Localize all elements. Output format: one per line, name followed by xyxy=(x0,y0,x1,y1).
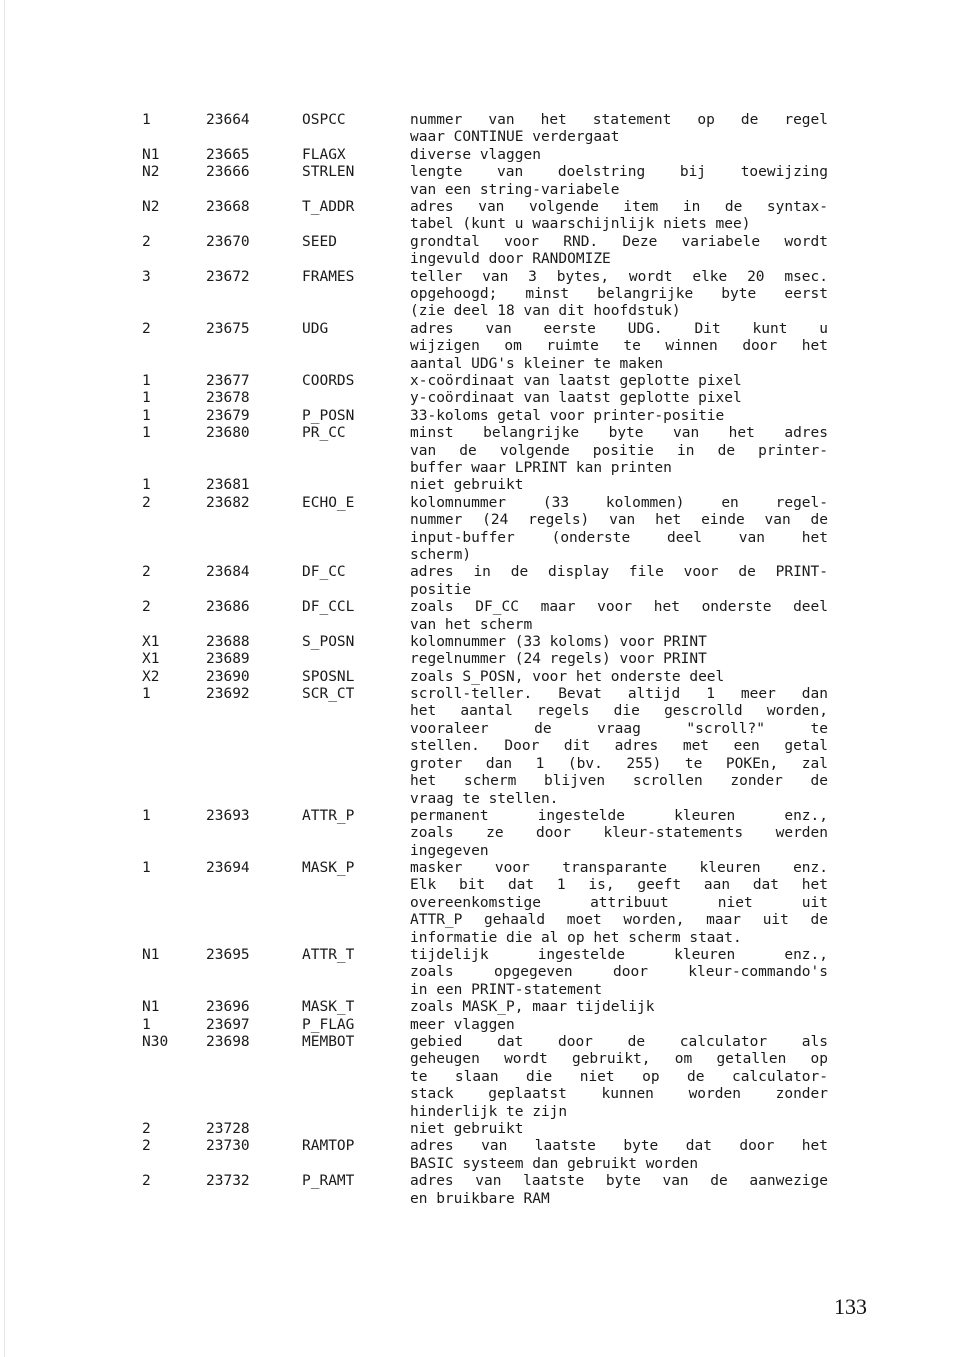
variable-length: N2 xyxy=(142,198,160,215)
variable-address: 23698 xyxy=(206,1034,250,1051)
variable-description xyxy=(410,495,828,565)
variable-name: OSPCC xyxy=(302,112,346,128)
description-line: permanent ingestelde kleuren enz., xyxy=(410,807,828,824)
description-line: adres van laatste byte dat door het xyxy=(410,1138,828,1155)
variable-length: 2 xyxy=(142,233,151,250)
variable-address: 23666 xyxy=(206,164,250,181)
variable-address: 23680 xyxy=(206,425,250,442)
variable-address: 23695 xyxy=(206,947,250,964)
description-line: teller van 3 bytes, wordt elke 20 msec. xyxy=(410,268,828,285)
variable-address: 23697 xyxy=(206,1016,250,1033)
variable-name: ATTR_P xyxy=(302,807,355,824)
description-line: stellen. Door dit adres met een getal xyxy=(410,738,828,755)
table-row xyxy=(0,373,970,390)
description-line: adres van eerste UDG. Dit kunt u xyxy=(410,320,828,337)
variable-description xyxy=(410,112,828,147)
description-line: masker voor transparante kleuren enz. xyxy=(410,860,828,877)
variable-name: MASK_P xyxy=(302,860,355,877)
variable-length: 1 xyxy=(142,112,151,128)
variable-length: X1 xyxy=(142,651,160,668)
variable-address: 23692 xyxy=(206,686,250,703)
table-row xyxy=(0,234,970,269)
table-row xyxy=(0,1121,970,1138)
variable-name: T_ADDR xyxy=(302,198,355,215)
variable-description xyxy=(410,999,828,1016)
variable-name: P_POSN xyxy=(302,407,355,424)
table-row xyxy=(0,147,970,164)
variable-name: S_POSN xyxy=(302,633,355,650)
table-row xyxy=(0,1138,970,1173)
variable-length: 2 xyxy=(142,564,151,581)
variable-length: 2 xyxy=(142,320,151,337)
description-line: nummer van het statement op de regel xyxy=(410,112,828,128)
variable-length: X1 xyxy=(142,633,160,650)
variable-description xyxy=(410,321,828,373)
table-row xyxy=(0,269,970,321)
variable-description xyxy=(410,147,828,164)
variable-description xyxy=(410,1034,828,1121)
description-line: informatie die al op het scherm staat. xyxy=(410,929,742,946)
description-line: nummer (24 regels) van het einde van de xyxy=(410,512,828,529)
description-line: kolomnummer (33 kolommen) en regel- xyxy=(410,494,828,511)
variable-length: 1 xyxy=(142,477,151,494)
variable-description xyxy=(410,860,828,947)
description-line: waar CONTINUE verdergaat xyxy=(410,129,620,146)
description-line: geheugen wordt gebruikt, om getallen op xyxy=(410,1051,828,1068)
table-row xyxy=(0,999,970,1016)
variable-description xyxy=(410,599,828,634)
description-line: ingegeven xyxy=(410,842,489,859)
variable-length: 2 xyxy=(142,494,151,511)
variable-name: FRAMES xyxy=(302,268,355,285)
variable-address: 23732 xyxy=(206,1173,250,1190)
variable-length: 1 xyxy=(142,1016,151,1033)
variable-address: 23686 xyxy=(206,599,250,616)
description-line: buffer waar LPRINT kan printen xyxy=(410,459,672,476)
description-line: ATTR_P gehaald moet worden, maar uit de xyxy=(410,912,828,929)
description-line: aantal UDG's kleiner te maken xyxy=(410,355,664,372)
variable-name: SEED xyxy=(302,233,337,250)
description-line: BASIC systeem dan gebruikt worden xyxy=(410,1155,699,1172)
table-row xyxy=(0,634,970,651)
description-line: overeenkomstige attribuut niet uit xyxy=(410,894,828,911)
variable-length: N30 xyxy=(142,1034,169,1051)
system-variables-table xyxy=(0,112,970,1208)
variable-description xyxy=(410,1173,828,1208)
variable-description xyxy=(410,947,828,999)
description-line: adres van laatste byte van de aanwezige xyxy=(410,1173,828,1190)
variable-address: 23690 xyxy=(206,668,250,685)
variable-name: ATTR_T xyxy=(302,947,355,964)
table-row xyxy=(0,1034,970,1121)
description-line: niet gebruikt xyxy=(410,477,524,494)
variable-length: X2 xyxy=(142,668,160,685)
description-line: adres van volgende item in de syntax- xyxy=(410,198,828,215)
table-row xyxy=(0,495,970,565)
description-line: minst belangrijke byte van het adres xyxy=(410,425,828,442)
variable-description xyxy=(410,686,828,808)
variable-address: 23681 xyxy=(206,477,250,494)
description-line: stack geplaatst kunnen worden zonder xyxy=(410,1086,828,1103)
variable-name: DF_CC xyxy=(302,564,346,581)
variable-description xyxy=(410,269,828,321)
variable-length: N1 xyxy=(142,947,160,964)
table-row xyxy=(0,408,970,425)
description-line: vooraleer de vraag "scroll?" te xyxy=(410,720,828,737)
table-row xyxy=(0,564,970,599)
variable-length: N1 xyxy=(142,146,160,163)
description-line: scroll-teller. Bevat altijd 1 meer dan xyxy=(410,686,828,703)
description-line: van het scherm xyxy=(410,616,533,633)
table-row xyxy=(0,199,970,234)
variable-address: 23688 xyxy=(206,633,250,650)
variable-length: 1 xyxy=(142,425,151,442)
table-row xyxy=(0,686,970,808)
variable-address: 23679 xyxy=(206,407,250,424)
description-line: scherm) xyxy=(410,546,472,563)
variable-length: 1 xyxy=(142,807,151,824)
variable-name: P_RAMT xyxy=(302,1173,355,1190)
variable-address: 23670 xyxy=(206,233,250,250)
description-line: opgehoogd; minst belangrijke byte eerst xyxy=(410,285,828,302)
variable-address: 23675 xyxy=(206,320,250,337)
variable-name: SCR_CT xyxy=(302,686,355,703)
variable-length: 2 xyxy=(142,1121,151,1138)
description-line: y-coördinaat van laatst geplotte pixel xyxy=(410,390,742,407)
description-line: vraag te stellen. xyxy=(410,790,559,807)
variable-length: 1 xyxy=(142,390,151,407)
variable-address: 23694 xyxy=(206,860,250,877)
description-line: kolomnummer (33 koloms) voor PRINT xyxy=(410,633,707,650)
description-line: tijdelijk ingestelde kleuren enz., xyxy=(410,947,828,964)
variable-description xyxy=(410,808,828,860)
table-row xyxy=(0,477,970,494)
variable-name: P_FLAG xyxy=(302,1016,355,1033)
description-line: Elk bit dat 1 is, geeft aan dat het xyxy=(410,877,828,894)
variable-address: 23682 xyxy=(206,494,250,511)
variable-address: 23728 xyxy=(206,1121,250,1138)
variable-name: DF_CCL xyxy=(302,599,355,616)
description-line: adres in de display file voor de PRINT- xyxy=(410,564,828,581)
variable-name: RAMTOP xyxy=(302,1138,355,1155)
description-line: en bruikbare RAM xyxy=(410,1190,550,1207)
table-row xyxy=(0,1173,970,1208)
table-row xyxy=(0,321,970,373)
table-row xyxy=(0,599,970,634)
description-line: zoals opgegeven door kleur-commando's xyxy=(410,964,828,981)
variable-length: 3 xyxy=(142,268,151,285)
variable-length: N1 xyxy=(142,999,160,1016)
variable-address: 23696 xyxy=(206,999,250,1016)
description-line: regelnummer (24 regels) voor PRINT xyxy=(410,651,707,668)
variable-address: 23689 xyxy=(206,651,250,668)
variable-name: MEMBOT xyxy=(302,1034,355,1051)
variable-name: FLAGX xyxy=(302,146,346,163)
description-line: van de volgende positie in de printer- xyxy=(410,442,828,459)
variable-address: 23684 xyxy=(206,564,250,581)
variable-address: 23672 xyxy=(206,268,250,285)
variable-description xyxy=(410,477,828,494)
description-line: van een string-variabele xyxy=(410,181,620,198)
description-line: 33-koloms getal voor printer-positie xyxy=(410,407,725,424)
variable-description xyxy=(410,1121,828,1138)
description-line: tabel (kunt u waarschijnlijk niets mee) xyxy=(410,216,751,233)
description-line: wijzigen om ruimte te winnen door het xyxy=(410,338,828,355)
variable-description xyxy=(410,564,828,599)
page-number: 133 xyxy=(834,1294,867,1319)
variable-name: PR_CC xyxy=(302,425,346,442)
description-line: zoals MASK_P, maar tijdelijk xyxy=(410,999,655,1016)
variable-description xyxy=(410,669,828,686)
table-row xyxy=(0,390,970,407)
variable-address: 23664 xyxy=(206,112,250,128)
table-row xyxy=(0,164,970,199)
variable-length: 1 xyxy=(142,407,151,424)
variable-length: 2 xyxy=(142,1138,151,1155)
table-row xyxy=(0,1017,970,1034)
table-row xyxy=(0,808,970,860)
table-row xyxy=(0,669,970,686)
description-line: meer vlaggen xyxy=(410,1016,515,1033)
description-line: zoals ze door kleur-statements werden xyxy=(410,825,828,842)
description-line: het aantal regels die gescrolld worden, xyxy=(410,703,828,720)
variable-address: 23668 xyxy=(206,198,250,215)
variable-description xyxy=(410,651,828,668)
table-row xyxy=(0,112,970,147)
variable-name: MASK_T xyxy=(302,999,355,1016)
variable-length: 2 xyxy=(142,1173,151,1190)
description-line: ingevuld door RANDOMIZE xyxy=(410,251,611,268)
variable-description xyxy=(410,1017,828,1034)
variable-description xyxy=(410,1138,828,1173)
variable-name: SPOSNL xyxy=(302,668,355,685)
variable-name: COORDS xyxy=(302,372,355,389)
variable-description xyxy=(410,634,828,651)
description-line: zoals S_POSN, voor het onderste deel xyxy=(410,668,725,685)
variable-description xyxy=(410,373,828,390)
variable-description xyxy=(410,234,828,269)
variable-name: STRLEN xyxy=(302,164,355,181)
variable-description xyxy=(410,164,828,199)
description-line: hinderlijk te zijn xyxy=(410,1103,568,1120)
variable-address: 23730 xyxy=(206,1138,250,1155)
variable-length: N2 xyxy=(142,164,160,181)
variable-length: 1 xyxy=(142,860,151,877)
variable-description xyxy=(410,199,828,234)
variable-description xyxy=(410,425,828,477)
variable-length: 2 xyxy=(142,599,151,616)
variable-name: UDG xyxy=(302,320,329,337)
variable-length: 1 xyxy=(142,372,151,389)
description-line: diverse vlaggen xyxy=(410,146,541,163)
description-line: groter dan 1 (bv. 255) te POKEn, zal xyxy=(410,755,828,772)
description-line: in een PRINT-statement xyxy=(410,981,603,998)
description-line: lengte van doelstring bij toewijzing xyxy=(410,164,828,181)
variable-address: 23678 xyxy=(206,390,250,407)
description-line: te slaan die niet op de calculator- xyxy=(410,1068,828,1085)
table-row xyxy=(0,651,970,668)
description-line: input-buffer (onderste deel van het xyxy=(410,529,828,546)
variable-length: 1 xyxy=(142,686,151,703)
variable-address: 23677 xyxy=(206,372,250,389)
table-row xyxy=(0,947,970,999)
description-line: grondtal voor RND. Deze variabele wordt xyxy=(410,233,828,250)
description-line: zoals DF_CC maar voor het onderste deel xyxy=(410,599,828,616)
variable-address: 23665 xyxy=(206,146,250,163)
description-line: gebied dat door de calculator als xyxy=(410,1034,828,1051)
variable-description xyxy=(410,390,828,407)
description-line: niet gebruikt xyxy=(410,1121,524,1138)
variable-name: ECHO_E xyxy=(302,494,355,511)
variable-address: 23693 xyxy=(206,807,250,824)
description-line: positie xyxy=(410,581,472,598)
description-line: het scherm blijven scrollen zonder de xyxy=(410,773,828,790)
description-line: x-coördinaat van laatst geplotte pixel xyxy=(410,372,742,389)
table-row xyxy=(0,425,970,477)
variable-description xyxy=(410,408,828,425)
description-line: (zie deel 18 van dit hoofdstuk) xyxy=(410,303,681,320)
table-row xyxy=(0,860,970,947)
